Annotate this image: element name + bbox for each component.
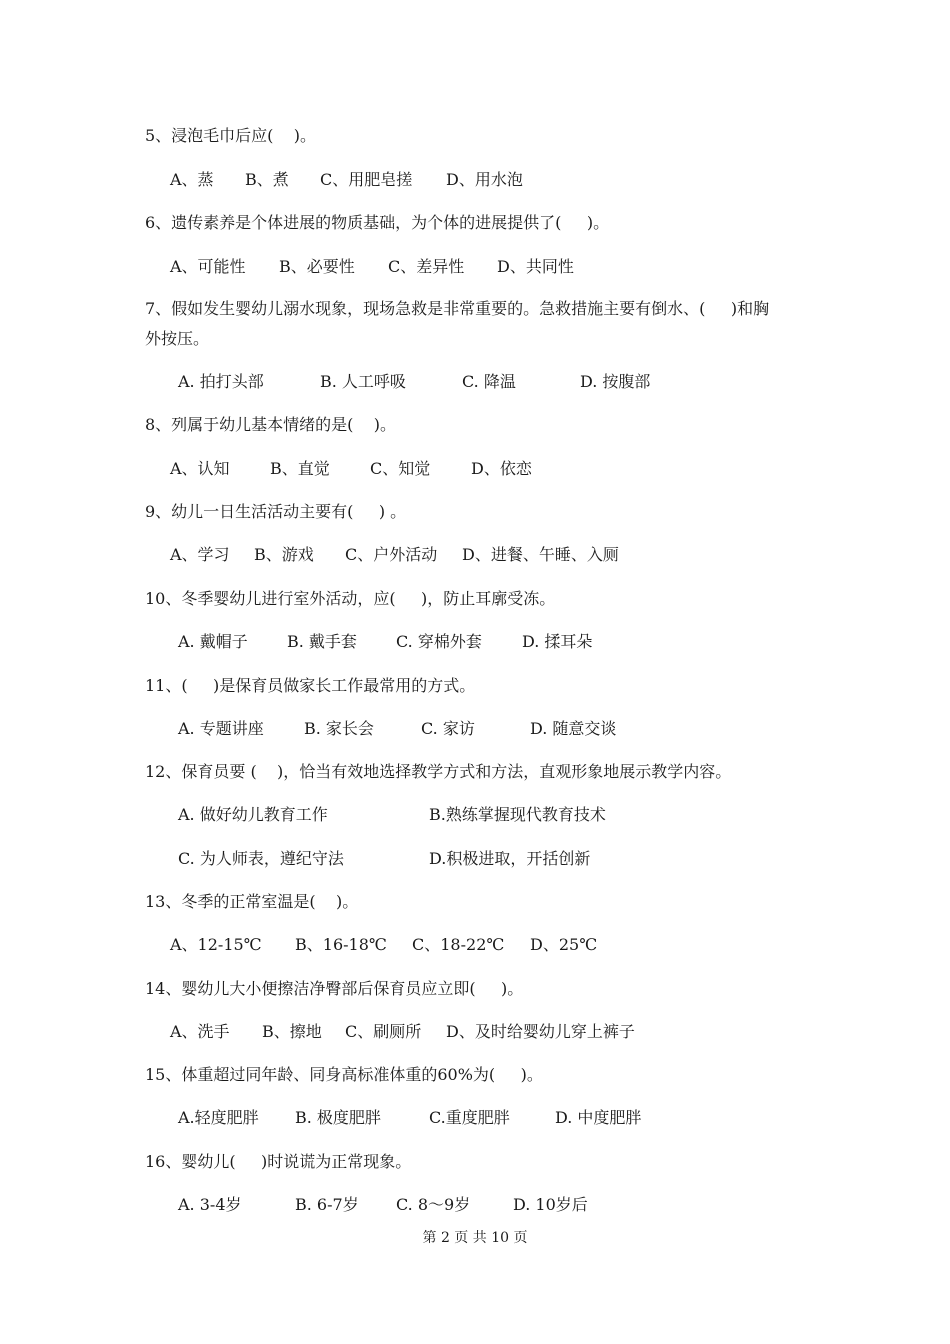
question-9-option-a: A、学习 (170, 545, 230, 564)
question-11-option-d: D. 随意交谈 (530, 719, 617, 738)
question-15-stem: 15、体重超过同年龄、同身高标准体重的60%为( )。 (145, 1065, 543, 1084)
question-10-option-a: A. 戴帽子 (178, 632, 248, 651)
question-10-option-b: B. 戴手套 (287, 632, 357, 651)
question-14-option-b: B、擦地 (262, 1022, 322, 1041)
question-15-option-b: B. 极度肥胖 (295, 1108, 381, 1127)
question-7-option-a: A. 拍打头部 (178, 372, 264, 391)
question-16-option-a: A. 3-4岁 (178, 1195, 242, 1214)
question-8-option-b: B、直觉 (270, 459, 330, 478)
question-15-option-c: C.重度肥胖 (429, 1108, 510, 1127)
question-10-option-d: D. 揉耳朵 (522, 632, 593, 651)
question-8-option-d: D、依恋 (471, 459, 532, 478)
question-10-option-c: C. 穿棉外套 (396, 632, 482, 651)
page-number-footer: 第 2 页 共 10 页 (422, 1230, 528, 1246)
question-12-option-a: A. 做好幼儿教育工作 (178, 805, 328, 824)
question-16-option-c: C. 8～9岁 (396, 1195, 471, 1214)
question-14-stem: 14、婴幼儿大小便擦洁净臀部后保育员应立即( )。 (145, 979, 524, 998)
question-6-stem: 6、遗传素养是个体进展的物质基础，为个体的进展提供了( )。 (145, 213, 610, 232)
question-7-option-d: D. 按腹部 (580, 372, 651, 391)
question-7-stem-line-2: 外按压。 (145, 329, 210, 348)
question-7-option-b: B. 人工呼吸 (320, 372, 406, 391)
question-5-option-a: A、蒸 (170, 170, 214, 189)
question-7-stem-line-1: 7、假如发生婴幼儿溺水现象，现场急救是非常重要的。急救措施主要有倒水、( )和胸 (145, 299, 770, 318)
question-5-option-c: C、用肥皂搓 (320, 170, 413, 189)
question-8-option-c: C、知觉 (370, 459, 431, 478)
question-11-option-b: B. 家长会 (304, 719, 374, 738)
question-5-stem: 5、浸泡毛巾后应( )。 (145, 126, 317, 145)
question-15-option-d: D. 中度肥胖 (555, 1108, 642, 1127)
question-6-option-b: B、必要性 (279, 257, 355, 276)
question-16-option-d: D. 10岁后 (513, 1195, 588, 1214)
question-11-option-a: A. 专题讲座 (178, 719, 264, 738)
question-12-stem: 12、保育员要 ( )，恰当有效地选择教学方式和方法，直观形象地展示教学内容。 (145, 762, 732, 781)
question-12-option-d: D.积极进取，开括创新 (429, 849, 591, 868)
question-13-option-a: A、12-15℃ (170, 935, 262, 954)
question-6-option-d: D、共同性 (497, 257, 574, 276)
question-8-option-a: A、认知 (170, 459, 230, 478)
question-6-option-a: A、可能性 (170, 257, 246, 276)
question-13-option-d: D、25℃ (530, 935, 598, 954)
question-8-stem: 8、列属于幼儿基本情绪的是( )。 (145, 415, 397, 434)
question-13-option-c: C、18-22℃ (412, 935, 505, 954)
question-13-option-b: B、16-18℃ (295, 935, 387, 954)
question-14-option-a: A、洗手 (170, 1022, 230, 1041)
question-9-option-b: B、游戏 (254, 545, 314, 564)
question-14-option-d: D、及时给婴幼儿穿上裤子 (446, 1022, 635, 1041)
question-11-stem: 11、( )是保育员做家长工作最常用的方式。 (145, 676, 476, 695)
question-13-stem: 13、冬季的正常室温是( )。 (145, 892, 359, 911)
question-9-option-c: C、户外活动 (345, 545, 438, 564)
question-11-option-c: C. 家访 (421, 719, 475, 738)
question-15-option-a: A.轻度肥胖 (178, 1108, 259, 1127)
question-7-option-c: C. 降温 (462, 372, 516, 391)
question-10-stem: 10、冬季婴幼儿进行室外活动，应( )，防止耳廓受冻。 (145, 589, 556, 608)
question-16-stem: 16、婴幼儿( )时说谎为正常现象。 (145, 1152, 412, 1171)
question-14-option-c: C、刷厕所 (345, 1022, 422, 1041)
question-9-option-d: D、进餐、午睡、入厕 (462, 545, 619, 564)
question-12-option-b: B.熟练掌握现代教育技术 (429, 805, 606, 824)
question-9-stem: 9、幼儿一日生活活动主要有( ) 。 (145, 502, 407, 521)
question-5-option-d: D、用水泡 (446, 170, 523, 189)
question-16-option-b: B. 6-7岁 (295, 1195, 359, 1214)
question-12-option-c: C. 为人师表，遵纪守法 (178, 849, 344, 868)
question-6-option-c: C、差异性 (388, 257, 465, 276)
question-5-option-b: B、煮 (245, 170, 289, 189)
